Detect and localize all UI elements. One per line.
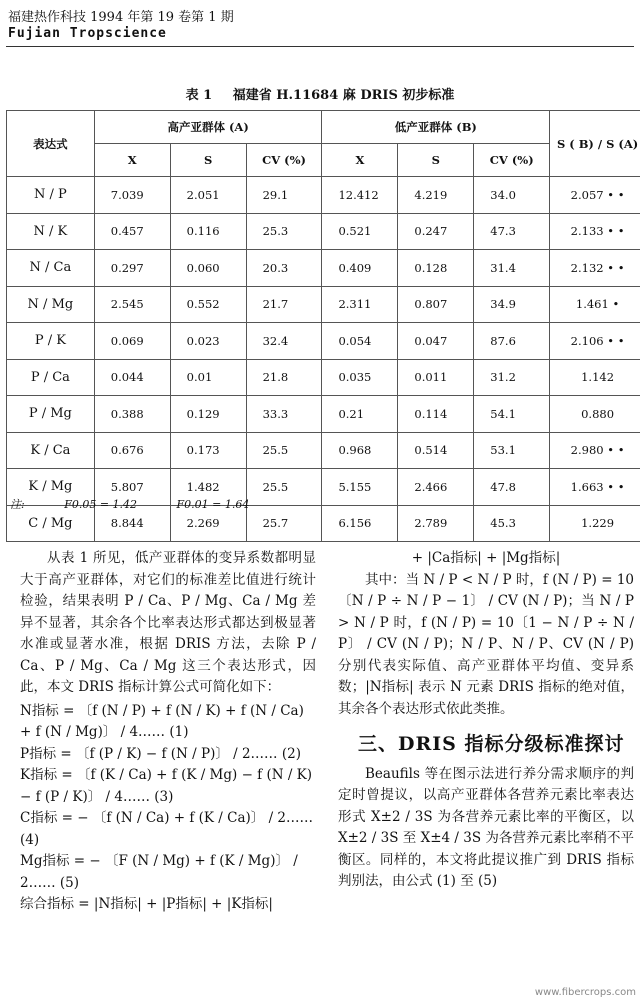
table-number: 表 1 (185, 88, 213, 103)
value-cell: 2.106 • • (550, 323, 640, 360)
value-cell: 53.1 (474, 432, 550, 469)
table-note (10, 496, 285, 512)
journal-name: Fujian Tropscience (8, 26, 167, 41)
formula-1: N指标 = 〔f (N / P) + f (N / K) + f (N / Ca) + f (N / Mg)〕 / 4…… (1) (20, 702, 304, 740)
formula-composite-cont: + |Ca指标| + |Mg指标| (411, 550, 561, 566)
value-cell: 34.0 (474, 177, 550, 214)
value-cell: 25.5 (246, 469, 322, 506)
table-row (7, 432, 640, 469)
value-cell: 2.311 (322, 286, 398, 323)
value-cell: 4.219 (398, 177, 474, 214)
table-title: 福建省 H.11684 麻 DRIS 初步标准 (232, 88, 455, 103)
value-cell: 21.8 (246, 359, 322, 396)
ratio-header: S ( B) / S (A) (550, 111, 640, 177)
formula-5: Mg指标 = − 〔F (N / Mg) + f (K / Mg)〕 / 2…… (5) (20, 853, 298, 891)
value-cell: 1.229 (550, 505, 640, 542)
table-row (7, 213, 640, 250)
note-f001: F0.01 = 1.64 (176, 498, 250, 511)
value-cell: 1.663 • • (550, 469, 640, 506)
table-caption (0, 84, 640, 103)
value-cell: 0.521 (322, 213, 398, 250)
value-cell: 0.247 (398, 213, 474, 250)
sub-header: S (398, 144, 474, 177)
note-f005: F0.05 = 1.42 (64, 498, 138, 511)
value-cell: 0.968 (322, 432, 398, 469)
value-cell: 0.129 (170, 396, 246, 433)
table-row (7, 396, 640, 433)
body-paragraph: 从表 1 所见，低产亚群体的变异系数都明显大于高产亚群体，对它们的标准差比值进行统计检验，结果表明 P / Ca、P / Mg、Ca / Mg 差异不显著，其余各个比率表达形式都达到极显著水准或显著水准，根据 DRIS 方法，去除 P / Ca、P / Mg、Ca / Mg 这三个表达形式，因此，本文 DRIS 指标计算公式可简化如下： (20, 550, 316, 695)
value-cell: 0.457 (94, 213, 170, 250)
table-row (7, 359, 640, 396)
formula-3: K指标 = 〔f (K / Ca) + f (K / Mg) − f (N / K) − f (P / K)〕 / 4…… (3) (20, 767, 313, 805)
value-cell: 0.069 (94, 323, 170, 360)
value-cell: 29.1 (246, 177, 322, 214)
value-cell: 6.156 (322, 505, 398, 542)
expression-cell: P / Mg (7, 396, 95, 433)
value-cell: 0.552 (170, 286, 246, 323)
expression-cell: N / K (7, 213, 95, 250)
value-cell: 2.789 (398, 505, 474, 542)
sub-header: X (94, 144, 170, 177)
journal-header: 福建热作科技 1994 年第 19 卷第 1 期 (8, 10, 234, 25)
expression-cell: P / Ca (7, 359, 95, 396)
value-cell: 0.047 (398, 323, 474, 360)
expression-cell: K / Mg (7, 469, 95, 506)
table-subheader-row (7, 144, 640, 177)
table-row (7, 323, 640, 360)
sub-header: X (322, 144, 398, 177)
value-cell: 31.4 (474, 250, 550, 287)
value-cell: 45.3 (474, 505, 550, 542)
table-row (7, 286, 640, 323)
expression-cell: P / K (7, 323, 95, 360)
header-rule (6, 46, 634, 47)
table-row (7, 177, 640, 214)
expression-cell: C / Mg (7, 505, 95, 542)
value-cell: 54.1 (474, 396, 550, 433)
note-label: 注: (10, 498, 25, 511)
value-cell: 0.011 (398, 359, 474, 396)
formula-composite: 综合指标 = |N指标| + |P指标| + |K指标| (20, 896, 273, 912)
value-cell: 1.142 (550, 359, 640, 396)
dris-table (6, 110, 640, 542)
sub-header: CV (%) (246, 144, 322, 177)
section-heading: 三、DRIS 指标分级标准探讨 (358, 733, 625, 755)
group-b-header: 低产亚群体 (B) (322, 111, 550, 144)
value-cell: 0.044 (94, 359, 170, 396)
value-cell: 32.4 (246, 323, 322, 360)
group-a-header: 高产亚群体 (A) (94, 111, 322, 144)
left-column (20, 548, 316, 916)
value-cell: 0.807 (398, 286, 474, 323)
value-cell: 2.545 (94, 286, 170, 323)
value-cell: 0.297 (94, 250, 170, 287)
value-cell: 21.7 (246, 286, 322, 323)
formula-2: P指标 = 〔f (P / K) − f (N / P)〕 / 2…… (2) (20, 745, 301, 762)
formula-4: C指标 = − 〔f (N / Ca) + f (K / Ca)〕 / 2…… (4) (20, 810, 313, 848)
value-cell: 34.9 (474, 286, 550, 323)
value-cell: 0.035 (322, 359, 398, 396)
value-cell: 12.412 (322, 177, 398, 214)
table-row (7, 250, 640, 287)
value-cell: 0.060 (170, 250, 246, 287)
value-cell: 2.466 (398, 469, 474, 506)
table-header-row (7, 111, 640, 144)
expression-cell: N / Ca (7, 250, 95, 287)
value-cell: 0.114 (398, 396, 474, 433)
value-cell: 2.057 • • (550, 177, 640, 214)
value-cell: 1.482 (170, 469, 246, 506)
value-cell: 0.054 (322, 323, 398, 360)
body-paragraph: 其中：当 N / P < N / P 时，f (N / P) = 10〔N / P ÷ N / P − 1〕 / CV (N / P)；当 N / P > N / P 时，f (N / P) = 10〔1 − N / P ÷ N / P〕 / CV (N / P)；N / P、N / P、CV (N / P) 分别代表实际值、高产亚群体平均值、变异系数；|N指标| 表示 N 元素 DRIS 指标的绝对值，其余各个表达形式依此类推。 (338, 571, 634, 717)
value-cell: 2.051 (170, 177, 246, 214)
corner-header: 表达式 (7, 111, 95, 177)
value-cell: 0.388 (94, 396, 170, 433)
value-cell: 2.269 (170, 505, 246, 542)
sub-header: S (170, 144, 246, 177)
sub-header: CV (%) (474, 144, 550, 177)
value-cell: 2.133 • • (550, 213, 640, 250)
value-cell: 5.807 (94, 469, 170, 506)
value-cell: 5.155 (322, 469, 398, 506)
value-cell: 0.116 (170, 213, 246, 250)
value-cell: 20.3 (246, 250, 322, 287)
value-cell: 47.3 (474, 213, 550, 250)
value-cell: 1.461 • (550, 286, 640, 323)
value-cell: 0.880 (550, 396, 640, 433)
value-cell: 7.039 (94, 177, 170, 214)
body-paragraph: Beaufils 等在图示法进行养分需求顺序的判定时曾提议，以高产亚群体各营养元素比率表达形式 X±2 / 3S 为各营养元素比率的平衡区，以 X±2 / 3S 至 X±4 / 3S 为各营养元素比率稍不平衡区。同样的，本文将此提议推广到 DRIS 指标判别法，由公式 (1) 至 (5) (338, 765, 634, 889)
value-cell: 0.409 (322, 250, 398, 287)
right-column (338, 548, 634, 895)
expression-cell: N / P (7, 177, 95, 214)
value-cell: 0.023 (170, 323, 246, 360)
value-cell: 25.5 (246, 432, 322, 469)
value-cell: 8.844 (94, 505, 170, 542)
watermark: www.fibercrops.com (534, 987, 636, 998)
value-cell: 33.3 (246, 396, 322, 433)
expression-cell: N / Mg (7, 286, 95, 323)
value-cell: 87.6 (474, 323, 550, 360)
value-cell: 0.01 (170, 359, 246, 396)
expression-cell: K / Ca (7, 432, 95, 469)
value-cell: 0.173 (170, 432, 246, 469)
value-cell: 0.676 (94, 432, 170, 469)
value-cell: 0.514 (398, 432, 474, 469)
value-cell: 47.8 (474, 469, 550, 506)
value-cell: 0.21 (322, 396, 398, 433)
value-cell: 25.7 (246, 505, 322, 542)
value-cell: 25.3 (246, 213, 322, 250)
value-cell: 2.980 • • (550, 432, 640, 469)
value-cell: 31.2 (474, 359, 550, 396)
value-cell: 0.128 (398, 250, 474, 287)
value-cell: 2.132 • • (550, 250, 640, 287)
